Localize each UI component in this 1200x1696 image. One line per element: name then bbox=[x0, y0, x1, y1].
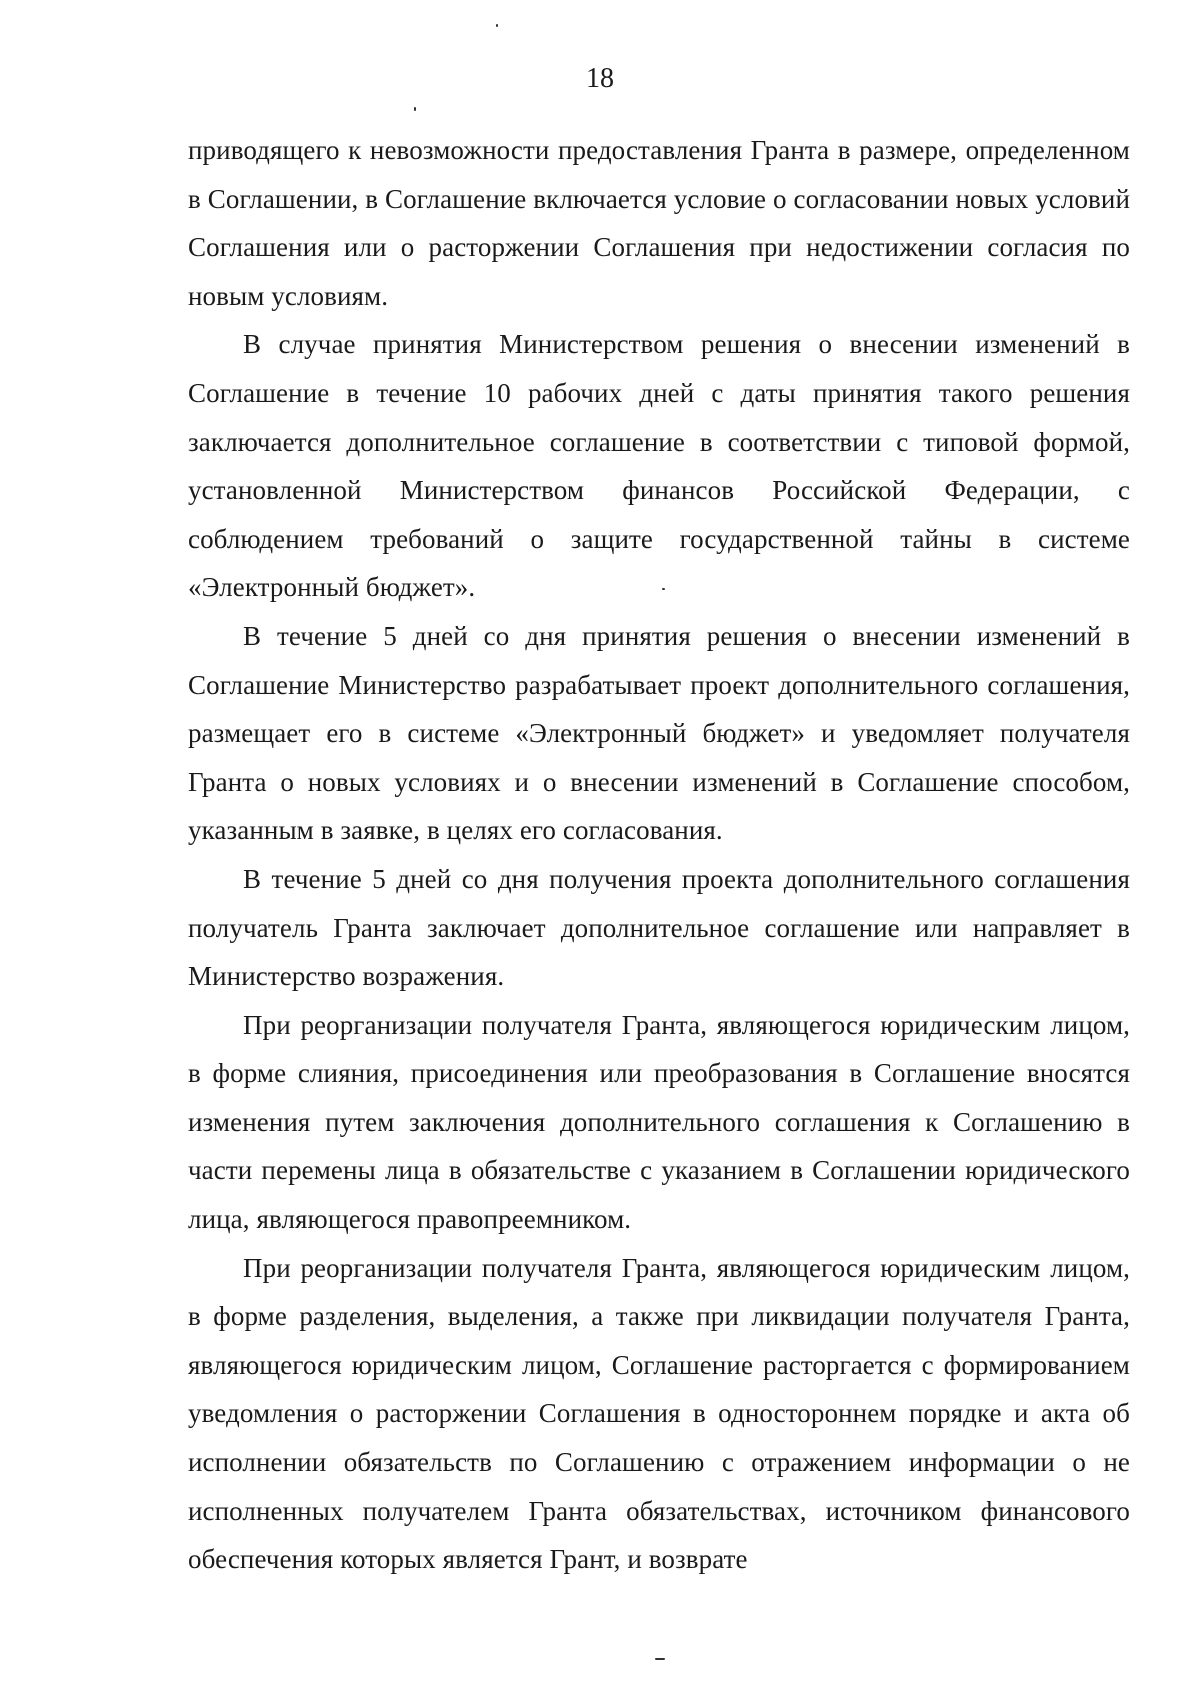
paragraph-recipient-response: В течение 5 дней со дня получения проекта дополнительного соглашения получатель Гранта заключает дополнительное соглашение или направляет в Министерство возражения. bbox=[188, 863, 1130, 992]
scan-speck bbox=[662, 588, 665, 590]
document-body bbox=[188, 126, 1130, 1584]
paragraph-reorganization-division: При реорганизации получателя Гранта, являющегося юридическим лицом, в форме разделения, выделения, а также при ликвидации получателя Гранта, являющегося юридическим лицом, Соглашение расторгается с формированием уведомления о расторжении Соглашения в одностороннем порядке и акта об исполнении обязательств по Соглашению с отражением информации о не исполненных получателем Гранта обязательствах, источником финансового обеспечения которых является Грант, и возврате bbox=[188, 1252, 1130, 1575]
paragraph-continuation: приводящего к невозможности предоставления Гранта в размере, определенном в Соглашении, в Соглашение включается условие о согласовании новых условий Соглашения или о расторжении Соглашения при недостижении согласия по новым условиям. bbox=[188, 135, 1130, 311]
scan-speck bbox=[496, 24, 498, 27]
scan-speck bbox=[655, 1658, 665, 1660]
paragraph-amendment-decision: В случае принятия Министерством решения о внесении изменений в Соглашение в течение 10 рабочих дней с даты принятия такого решения заключается дополнительное соглашение в соответствии с типовой формой, установленной Министерством финансов Российской Федерации, с соблюдением требований о защите государственной тайны в системе «Электронный бюджет». bbox=[188, 329, 1130, 603]
paragraph-reorganization-merger: При реорганизации получателя Гранта, являющегося юридическим лицом, в форме слияния, присоединения или преобразования в Соглашение вносятся изменения путем заключения дополнительного соглашения к Соглашению в части перемены лица в обязательстве с указанием в Соглашении юридического лица, являющегося правопреемником. bbox=[188, 1009, 1130, 1235]
paragraph-draft-preparation: В течение 5 дней со дня принятия решения о внесении изменений в Соглашение Министерство разрабатывает проект дополнительного соглашения, размещает его в системе «Электронный бюджет» и уведомляет получателя Гранта о новых условиях и о внесении изменений в Соглашение способом, указанным в заявке, в целях его согласования. bbox=[188, 620, 1130, 846]
page-number: 18 bbox=[586, 63, 614, 94]
scan-speck bbox=[414, 107, 416, 111]
